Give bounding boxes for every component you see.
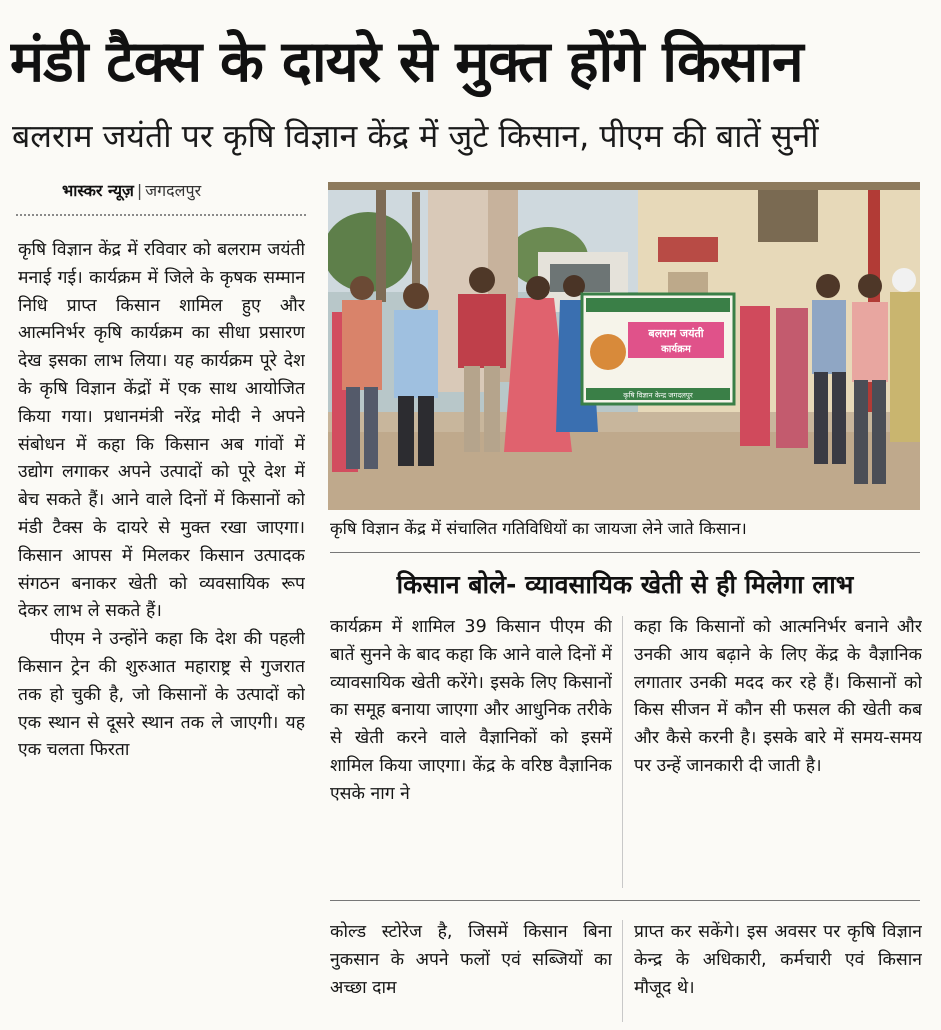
headline: मंडी टैक्स के दायरे से मुक्त होंगे किसान [10, 29, 803, 95]
left-column [18, 237, 305, 1023]
banner-line-2: कार्यक्रम [661, 344, 691, 355]
sub-story-column-1-top [330, 614, 612, 890]
banner-line-1: बलराम जयंती [648, 327, 704, 340]
byline [62, 177, 312, 205]
news-photo-illustration [328, 182, 920, 510]
news-photo [328, 182, 920, 510]
sub-story-column-1-bottom [330, 919, 612, 1024]
column-divider-top [622, 616, 623, 888]
sub-story-col2-bottom-text: प्राप्त कर सकेंगे। इस अवसर पर कृषि विज्ञान केन्द्र के अधिकारी, कर्मचारी एवं किसान मौजूद थे। [634, 922, 922, 998]
sub-story-divider [330, 900, 920, 901]
sub-story-title: किसान बोले- व्यावसायिक खेती से ही मिलेगा लाभ [396, 570, 854, 599]
left-column-para-2: पीएम ने उन्होंने कहा कि देश की पहली किसान ट्रेन की शुरुआत महाराष्ट्र से गुजरात तक हो चुकी है, जो किसानों के उत्पादों को एक स्थान से दूसरे स्थान तक ले जाएगी। यह एक चलता फिरता [18, 629, 305, 761]
sub-story-col2-top-text: कहा कि किसानों को आत्मनिर्भर बनाने और उनकी आय बढ़ाने के लिए केंद्र के वैज्ञानिक लगातार उनकी मदद कर रहे हैं। किसानों को किस सीजन में कौन सी फसल की खेती कब और कैसे करनी है। इसके बारे में समय-समय पर उन्हें जानकारी दी जाती है। [634, 617, 922, 776]
sub-story-col1-top-text: कार्यक्रम में शामिल 39 किसान पीएम की बातें सुनने के बाद कहा कि आने वाले दिनों में व्यावसायिक खेती करेंगे। इसके लिए किसानों का समूह बनाया जाएगा और आधुनिक तरीके से खेती करने वाले वैज्ञानिकों को इसमें शामिल किया जाएगा। केंद्र के वरिष्ठ वैज्ञानिक एसके नाग ने [330, 617, 612, 804]
subheadline: बलराम जयंती पर कृषि विज्ञान केंद्र में जुटे किसान, पीएम की बातें सुनीं [12, 117, 819, 155]
sub-story-column-2-bottom [634, 919, 922, 1024]
caption-divider [330, 552, 920, 553]
banner-footer: कृषि विज्ञान केन्द्र जगदलपुर [623, 391, 693, 400]
byline-city: जगदलपुर [145, 181, 202, 200]
sub-story-col1-bottom-text: कोल्ड स्टोरेज है, जिसमें किसान बिना नुकसान के अपने फलों एवं सब्जियों का अच्छा दाम [330, 922, 612, 998]
event-banner [582, 294, 734, 404]
byline-agency: भास्कर न्यूज़ [62, 181, 134, 200]
column-divider-bottom [622, 920, 623, 1022]
sub-story-column-2-top [634, 614, 922, 890]
byline-separator: | [136, 181, 143, 200]
left-column-para-1: कृषि विज्ञान केंद्र में रविवार को बलराम जयंती मनाई गई। कार्यक्रम में जिले के कृषक सम्मान निधि प्राप्त किसान शामिल हुए और आत्मनिर्भर कृषि कार्यक्रम का सीधा प्रसारण देख इसका लाभ लिया। यह कार्यक्रम पूरे देश के कृषि विज्ञान केंद्रों में एक साथ आयोजित किया गया। प्रधानमंत्री नरेंद्र मोदी ने अपने संबोधन में कहा कि किसान अब गांवों में उद्योग लगाकर अपने उत्पादों को पूरे देश में बेच सकते हैं। आने वाले दिनों में किसानों को मंडी टैक्स के दायरे से मुक्त रखा जाएगा। किसान आपस में मिलकर किसान उत्पादक संगठन बनाकर खेती को व्यवसायिक रूप देकर लाभ ले सकते हैं। [18, 240, 305, 622]
photo-caption: कृषि विज्ञान केंद्र में संचालित गतिविधियों का जायजा लेने जाते किसान। [330, 519, 747, 538]
byline-divider [16, 214, 306, 216]
